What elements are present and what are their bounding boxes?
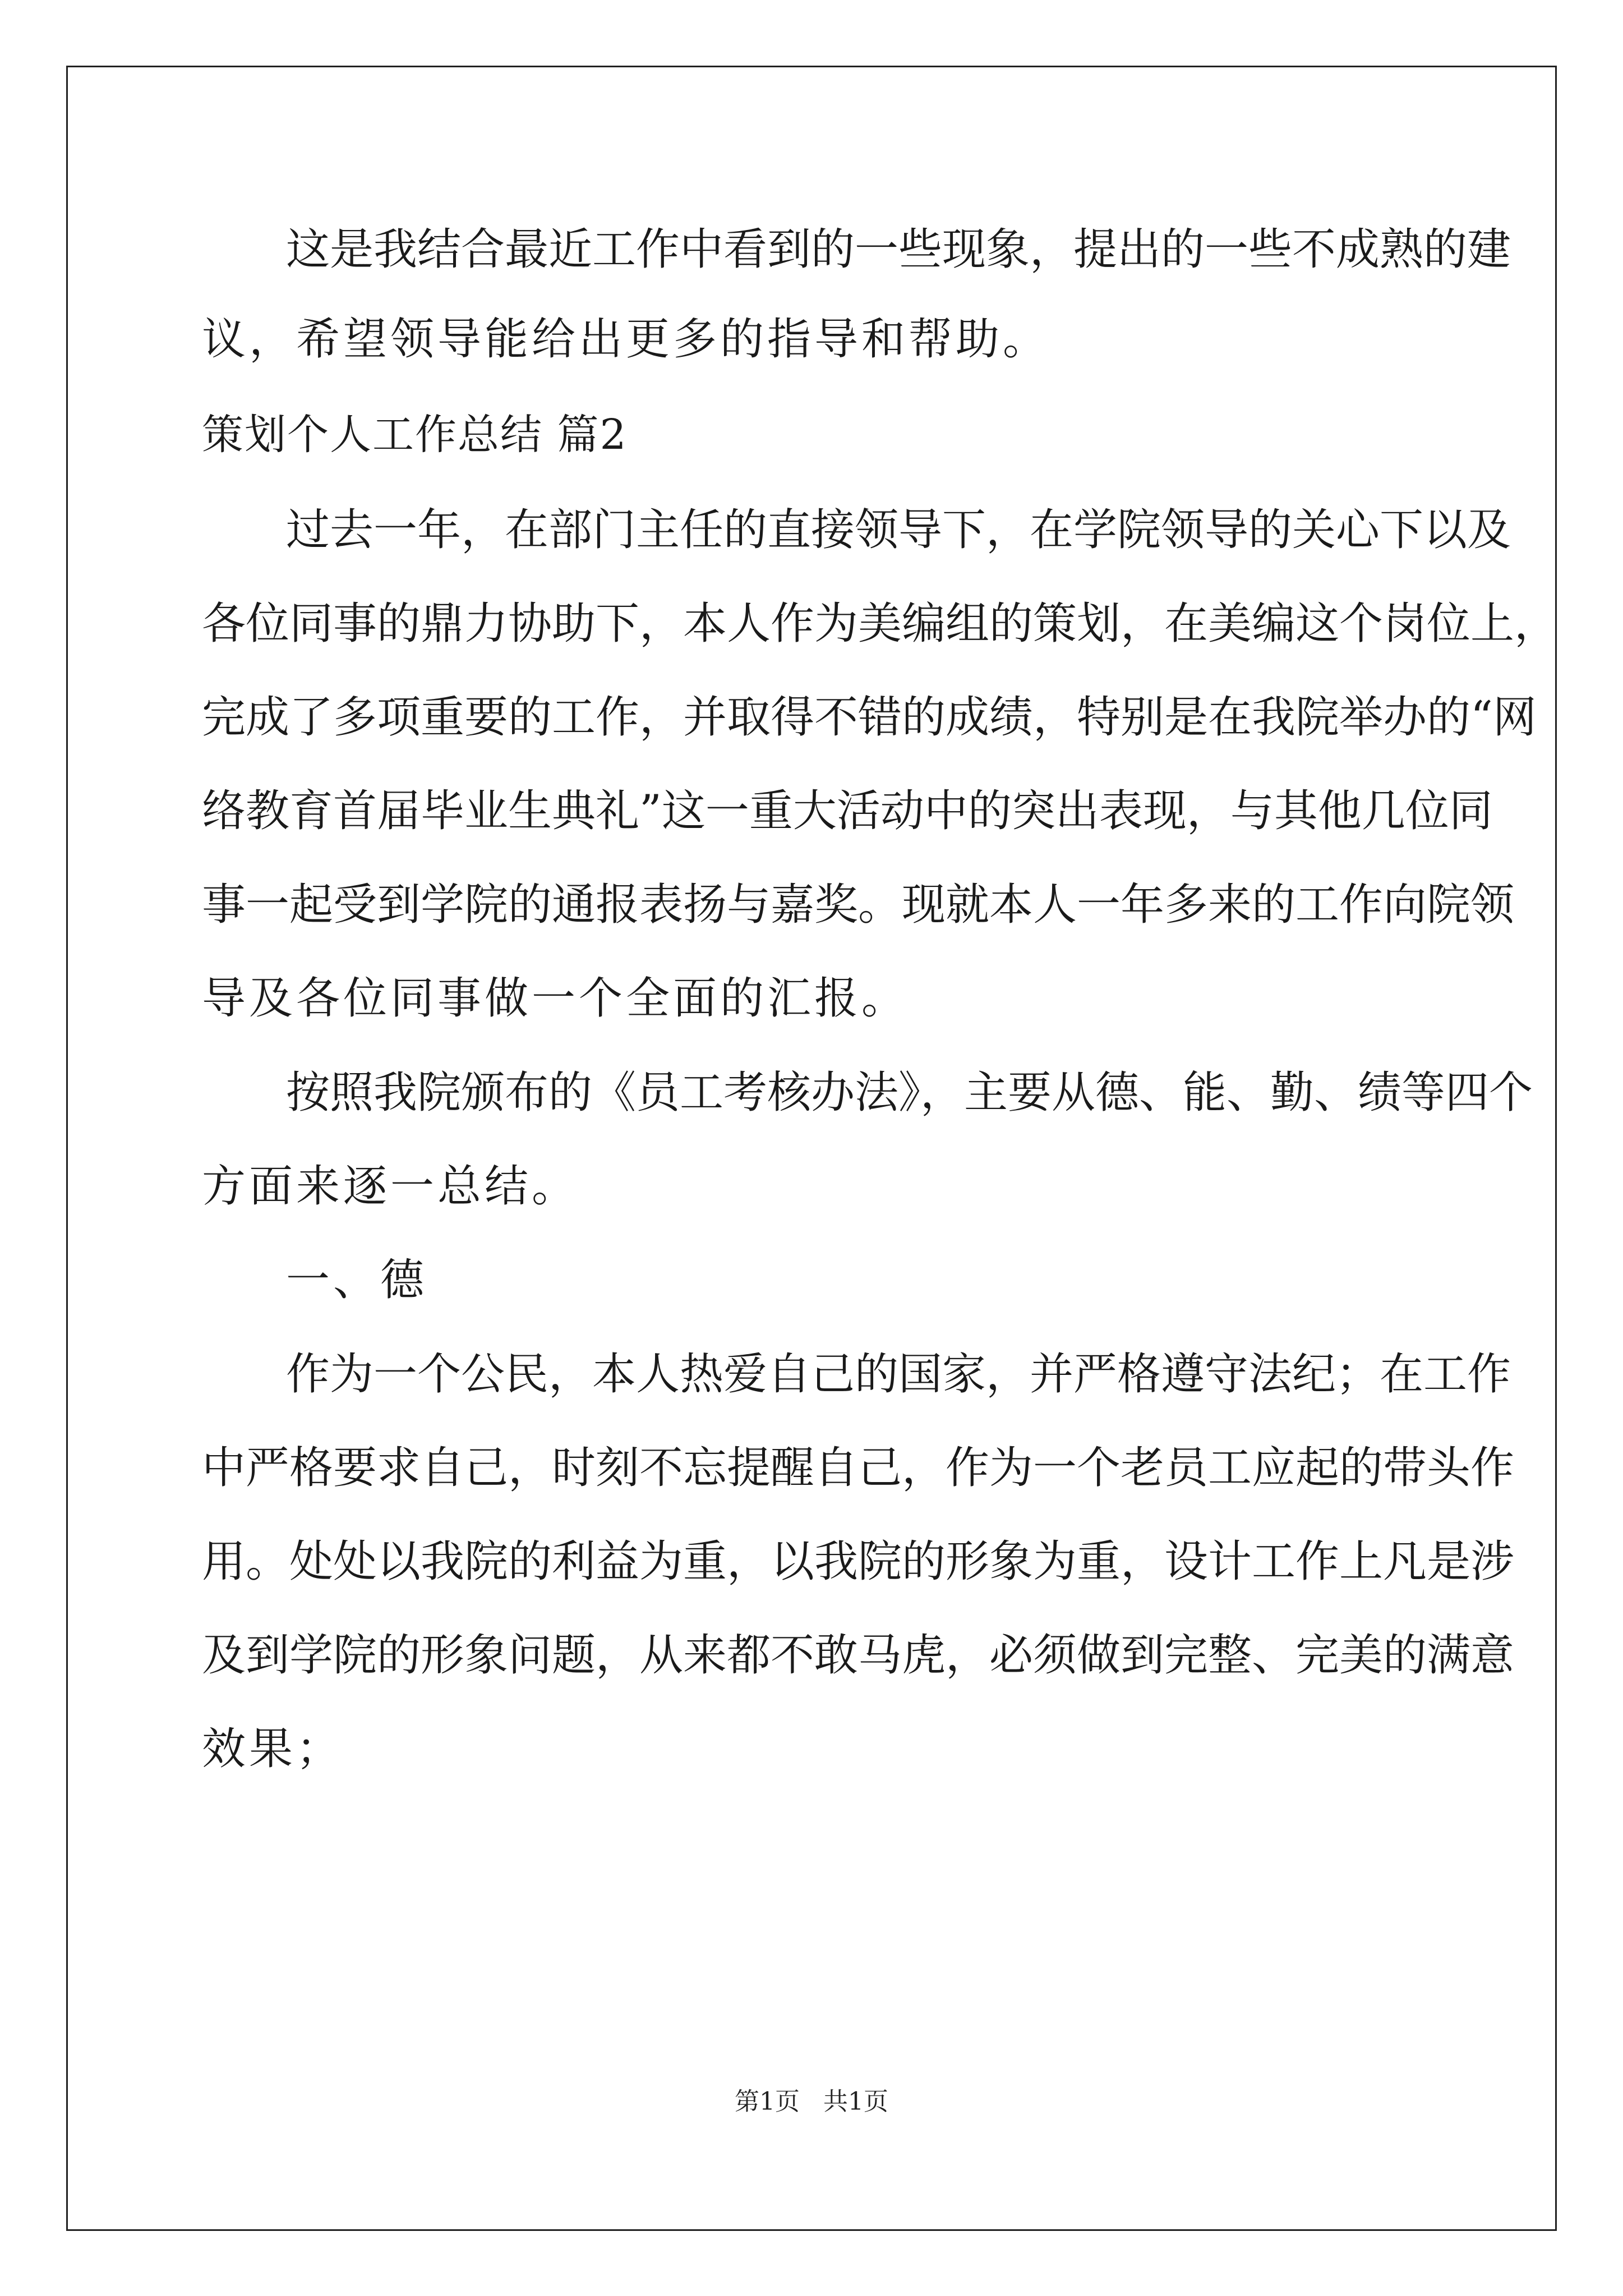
- paragraph-line: 方面来逐一总结。: [202, 1161, 579, 1212]
- paragraph-line: 完成了多项重要的工作，并取得不错的成绩，特别是在我院举办的“网: [202, 692, 1537, 743]
- paragraph-line: 按照我院颁布的《员工考核办法》，主要从德、能、勤、绩等四个: [286, 1068, 1533, 1118]
- paragraph-line: 及到学院的形象问题，从来都不敢马虎，必须做到完整、完美的满意: [202, 1630, 1515, 1681]
- paragraph-line: 作为一个公民，本人热爱自己的国家，并严格遵守法纪；在工作: [286, 1349, 1511, 1400]
- paragraph-line: 事一起受到学院的通报表扬与嘉奖。现就本人一年多来的工作向院领: [202, 880, 1515, 930]
- paragraph-line: 议，希望领导能给出更多的指导和帮助。: [202, 314, 1050, 365]
- section-heading: 策划个人工作总结 篇2: [202, 411, 628, 459]
- paragraph-line: 各位同事的鼎力协助下，本人作为美编组的策划，在美编这个岗位上，: [202, 599, 1559, 649]
- paragraph-line: 过去一年，在部门主任的直接领导下，在学院领导的关心下以及: [286, 505, 1511, 555]
- paragraph-line: 这是我结合最近工作中看到的一些现象，提出的一些不成熟的建: [286, 224, 1511, 275]
- page-total: 共1页: [823, 2087, 888, 2116]
- paragraph-line: 导及各位同事做一个全面的汇报。: [202, 973, 909, 1024]
- subsection-heading: 一、德: [286, 1255, 428, 1305]
- paragraph-line: 络教育首届毕业生典礼”这一重大活动中的突出表现，与其他几位同: [202, 786, 1493, 836]
- paragraph-line: 用。处处以我院的利益为重，以我院的形象为重，设计工作上凡是涉: [202, 1536, 1515, 1587]
- paragraph-line: 中严格要求自己，时刻不忘提醒自己，作为一个老员工应起的带头作: [202, 1443, 1515, 1493]
- page-number: 第1页: [735, 2087, 800, 2116]
- page-border: [66, 66, 1557, 2231]
- page-footer: [0, 2085, 1623, 2119]
- paragraph-line: 效果；: [202, 1724, 344, 1774]
